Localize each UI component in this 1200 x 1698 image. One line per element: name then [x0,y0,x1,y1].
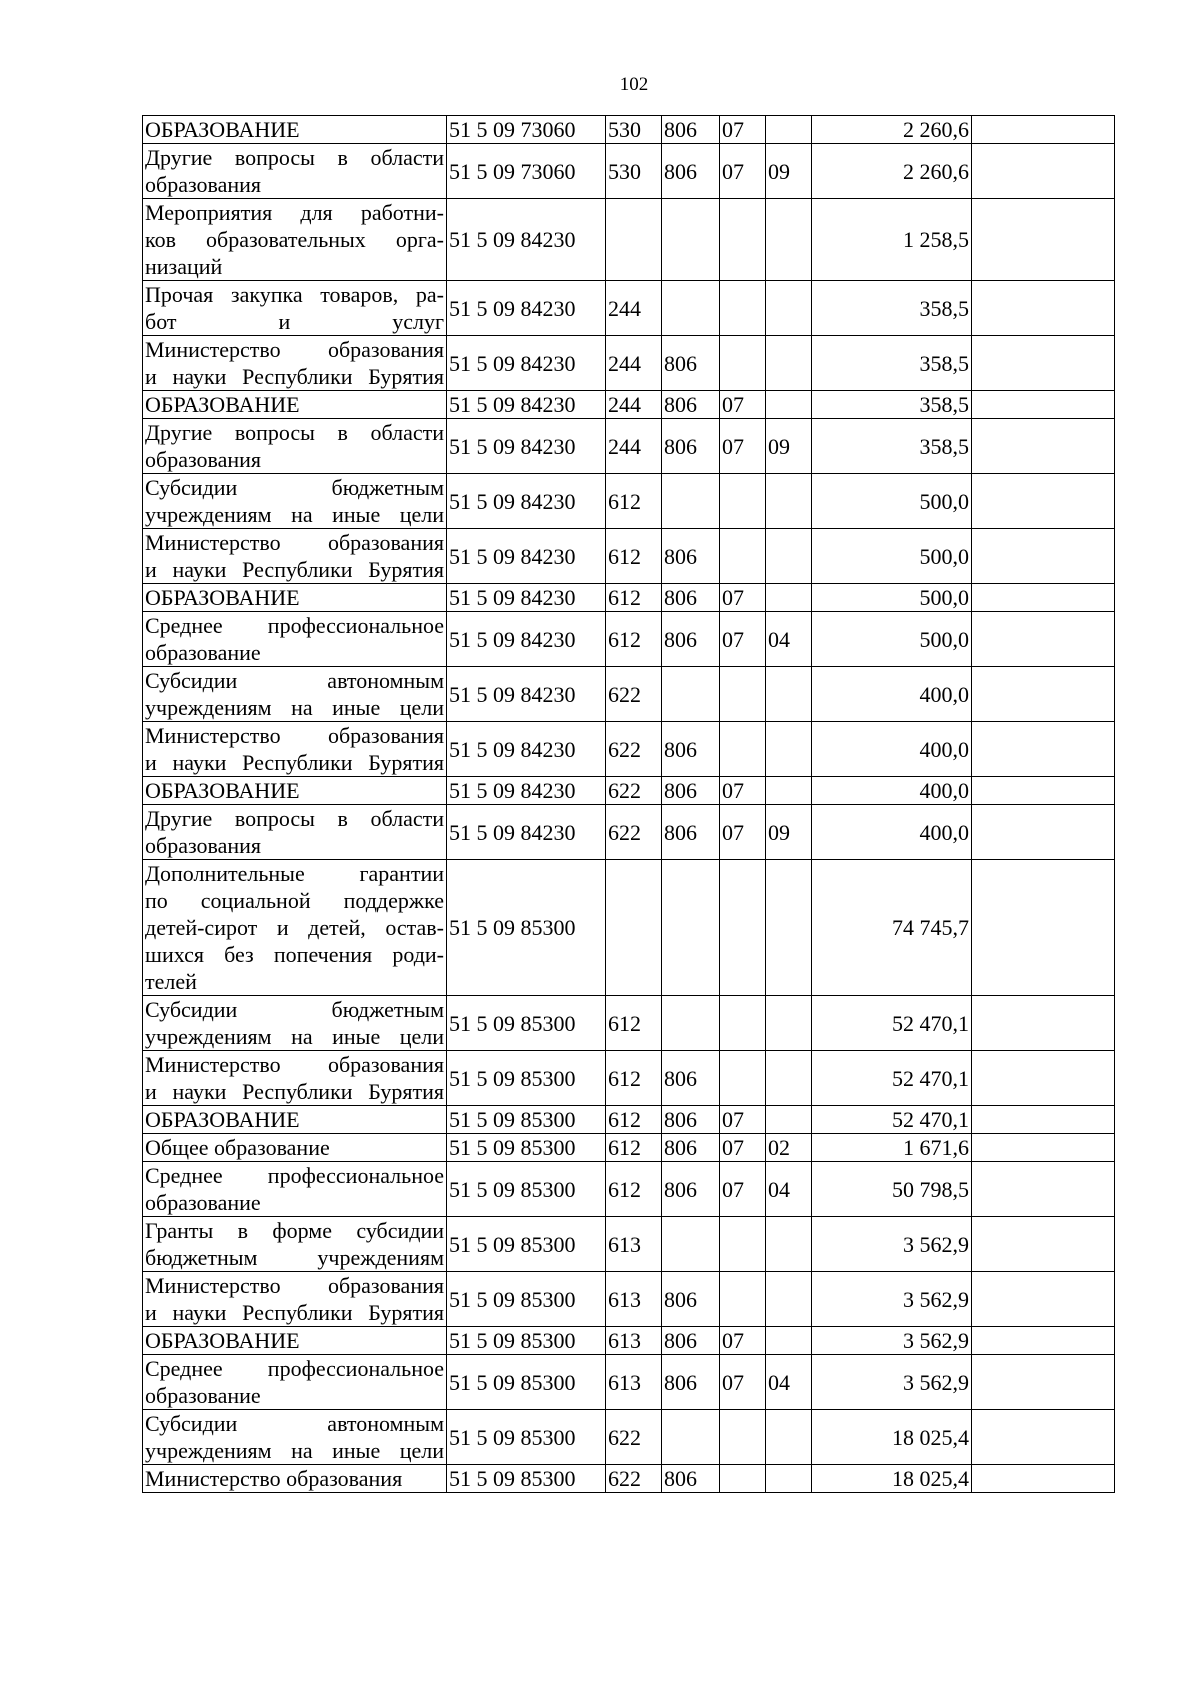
subsection-cell [766,391,812,419]
expense-type-cell: 612 [606,1134,662,1162]
row-name-line: Другие вопросы в области [145,806,444,831]
ministry-code-cell [662,474,720,529]
subsection-cell: 09 [766,419,812,474]
empty-cell [972,1355,1115,1410]
amount-cell: 400,0 [812,667,972,722]
target-code-cell: 51 5 09 85300 [447,1106,606,1134]
row-name-line: образование [145,1190,261,1215]
table-row [143,281,1115,336]
row-name-line: Гранты в форме субсидии [145,1218,444,1243]
target-code-cell: 51 5 09 73060 [447,116,606,144]
row-name [143,777,447,805]
row-name-line: бот и услуг [145,309,444,334]
row-name [143,1162,447,1217]
row-name-line: учреждениям на иные цели [145,1024,444,1049]
row-name-line: Среднее профессиональное [145,1356,444,1381]
target-code-cell: 51 5 09 84230 [447,722,606,777]
target-code-cell: 51 5 09 84230 [447,529,606,584]
row-name-line: ков образовательных орга- [145,227,444,252]
ministry-code-cell: 806 [662,144,720,199]
amount-cell: 358,5 [812,336,972,391]
target-code-cell: 51 5 09 85300 [447,996,606,1051]
ministry-code-cell: 806 [662,1134,720,1162]
empty-cell [972,584,1115,612]
target-code-cell: 51 5 09 84230 [447,667,606,722]
expense-type-cell: 612 [606,474,662,529]
amount-cell: 52 470,1 [812,1051,972,1106]
row-name [143,1272,447,1327]
subsection-cell: 04 [766,1162,812,1217]
ministry-code-cell: 806 [662,336,720,391]
amount-cell: 500,0 [812,529,972,584]
target-code-cell: 51 5 09 85300 [447,1355,606,1410]
section-cell: 07 [720,1327,766,1355]
empty-cell [972,1410,1115,1465]
expense-type-cell: 622 [606,1465,662,1493]
row-name [143,1355,447,1410]
expense-type-cell: 612 [606,584,662,612]
table-row [143,391,1115,419]
ministry-code-cell: 806 [662,1327,720,1355]
table-row [143,474,1115,529]
subsection-cell [766,860,812,996]
row-name [143,419,447,474]
row-name-line: образования [145,172,262,197]
table-row [143,612,1115,667]
row-name-line: Министерство образования [145,530,444,555]
empty-cell [972,667,1115,722]
expense-type-cell: 612 [606,1051,662,1106]
table-row [143,1162,1115,1217]
row-name-line: образования [145,447,262,472]
section-cell [720,1272,766,1327]
row-name-line: ОБРАЗОВАНИЕ [145,1107,300,1132]
row-name [143,996,447,1051]
row-name [143,336,447,391]
subsection-cell [766,996,812,1051]
table-row [143,1410,1115,1465]
target-code-cell: 51 5 09 84230 [447,805,606,860]
amount-cell: 500,0 [812,474,972,529]
empty-cell [972,144,1115,199]
expense-type-cell: 612 [606,1162,662,1217]
ministry-code-cell: 806 [662,116,720,144]
section-cell: 07 [720,144,766,199]
amount-cell: 18 025,4 [812,1465,972,1493]
row-name-line: бюджетным учреждениям [145,1245,444,1270]
subsection-cell [766,116,812,144]
section-cell [720,860,766,996]
section-cell [720,474,766,529]
target-code-cell: 51 5 09 85300 [447,1051,606,1106]
ministry-code-cell [662,1410,720,1465]
row-name-line: Дополнительные гарантии [145,861,444,886]
target-code-cell: 51 5 09 84230 [447,777,606,805]
row-name-line: Прочая закупка товаров, ра- [145,282,444,307]
row-name [143,1465,447,1493]
empty-cell [972,996,1115,1051]
expense-type-cell: 612 [606,612,662,667]
amount-cell: 3 562,9 [812,1272,972,1327]
row-name-line: учреждениям на иные цели [145,695,444,720]
subsection-cell [766,1272,812,1327]
ministry-code-cell [662,281,720,336]
expense-type-cell: 613 [606,1327,662,1355]
row-name-line: Субсидии бюджетным [145,475,444,500]
row-name-line: Министерство образования [145,1466,403,1491]
ministry-code-cell: 806 [662,805,720,860]
row-name [143,1134,447,1162]
subsection-cell [766,199,812,281]
table-row [143,777,1115,805]
amount-cell: 500,0 [812,612,972,667]
ministry-code-cell [662,199,720,281]
amount-cell: 52 470,1 [812,1106,972,1134]
table-row [143,1355,1115,1410]
amount-cell: 18 025,4 [812,1410,972,1465]
section-cell: 07 [720,116,766,144]
row-name-line: и науки Республики Бурятия [145,364,444,389]
subsection-cell [766,336,812,391]
row-name-line: учреждениям на иные цели [145,1438,444,1463]
expense-type-cell: 622 [606,667,662,722]
section-cell [720,1051,766,1106]
section-cell: 07 [720,612,766,667]
row-name-line: шихся без попечения роди- [145,942,444,967]
subsection-cell [766,777,812,805]
amount-cell: 400,0 [812,805,972,860]
amount-cell: 2 260,6 [812,144,972,199]
empty-cell [972,199,1115,281]
target-code-cell: 51 5 09 85300 [447,1272,606,1327]
empty-cell [972,1051,1115,1106]
row-name-line: Другие вопросы в области [145,145,444,170]
table-row [143,1051,1115,1106]
empty-cell [972,1272,1115,1327]
row-name-line: детей-сирот и детей, остав- [145,915,444,940]
ministry-code-cell: 806 [662,1272,720,1327]
row-name-line: Министерство образования [145,723,444,748]
empty-cell [972,860,1115,996]
row-name-line: ОБРАЗОВАНИЕ [145,117,300,142]
table-row [143,996,1115,1051]
target-code-cell: 51 5 09 85300 [447,1410,606,1465]
empty-cell [972,612,1115,667]
row-name-line: Министерство образования [145,337,444,362]
subsection-cell [766,1217,812,1272]
row-name [143,805,447,860]
empty-cell [972,805,1115,860]
target-code-cell: 51 5 09 85300 [447,1217,606,1272]
subsection-cell [766,667,812,722]
amount-cell: 500,0 [812,584,972,612]
subsection-cell [766,1051,812,1106]
row-name [143,1217,447,1272]
row-name [143,1327,447,1355]
row-name-line: и науки Республики Бурятия [145,750,444,775]
expense-type-cell: 613 [606,1355,662,1410]
row-name-line: образования [145,833,262,858]
empty-cell [972,1217,1115,1272]
subsection-cell [766,529,812,584]
row-name-line: Министерство образования [145,1052,444,1077]
row-name-line: ОБРАЗОВАНИЕ [145,778,300,803]
expense-type-cell: 612 [606,1106,662,1134]
row-name [143,529,447,584]
empty-cell [972,1106,1115,1134]
target-code-cell: 51 5 09 84230 [447,199,606,281]
ministry-code-cell: 806 [662,1355,720,1410]
ministry-code-cell: 806 [662,1162,720,1217]
empty-cell [972,474,1115,529]
empty-cell [972,281,1115,336]
target-code-cell: 51 5 09 84230 [447,612,606,667]
row-name [143,584,447,612]
row-name-line: низаций [145,254,223,279]
row-name [143,199,447,281]
section-cell [720,667,766,722]
table-row [143,722,1115,777]
expense-type-cell: 244 [606,281,662,336]
subsection-cell [766,722,812,777]
amount-cell: 2 260,6 [812,116,972,144]
empty-cell [972,391,1115,419]
subsection-cell [766,1410,812,1465]
section-cell: 07 [720,1134,766,1162]
subsection-cell [766,474,812,529]
empty-cell [972,419,1115,474]
row-name-line: телей [145,969,197,994]
table-row [143,1217,1115,1272]
empty-cell [972,1465,1115,1493]
expense-type-cell: 622 [606,1410,662,1465]
row-name-line: образование [145,1383,261,1408]
amount-cell: 358,5 [812,281,972,336]
expense-type-cell [606,860,662,996]
ministry-code-cell: 806 [662,529,720,584]
row-name-line: Среднее профессиональное [145,1163,444,1188]
table-row [143,1272,1115,1327]
ministry-code-cell [662,667,720,722]
amount-cell: 1 258,5 [812,199,972,281]
target-code-cell: 51 5 09 84230 [447,281,606,336]
table-row [143,1327,1115,1355]
amount-cell: 358,5 [812,419,972,474]
row-name [143,860,447,996]
table-body [143,116,1115,1493]
amount-cell: 1 671,6 [812,1134,972,1162]
subsection-cell [766,281,812,336]
row-name-line: Министерство образования [145,1273,444,1298]
section-cell: 07 [720,777,766,805]
amount-cell: 50 798,5 [812,1162,972,1217]
row-name-line: и науки Республики Бурятия [145,1300,444,1325]
section-cell: 07 [720,1162,766,1217]
expense-type-cell: 622 [606,805,662,860]
section-cell [720,199,766,281]
target-code-cell: 51 5 09 85300 [447,1162,606,1217]
ministry-code-cell [662,860,720,996]
table-row [143,805,1115,860]
section-cell [720,336,766,391]
table-row [143,144,1115,199]
row-name [143,1410,447,1465]
table-row [143,529,1115,584]
expense-type-cell: 530 [606,116,662,144]
target-code-cell: 51 5 09 84230 [447,391,606,419]
empty-cell [972,1134,1115,1162]
ministry-code-cell: 806 [662,1465,720,1493]
row-name-line: образование [145,640,261,665]
expense-type-cell: 613 [606,1272,662,1327]
ministry-code-cell: 806 [662,1106,720,1134]
empty-cell [972,529,1115,584]
amount-cell: 400,0 [812,777,972,805]
amount-cell: 358,5 [812,391,972,419]
empty-cell [972,1162,1115,1217]
table-row [143,116,1115,144]
target-code-cell: 51 5 09 73060 [447,144,606,199]
subsection-cell [766,1106,812,1134]
expense-type-cell: 622 [606,777,662,805]
empty-cell [972,336,1115,391]
table-row [143,336,1115,391]
expense-type-cell: 530 [606,144,662,199]
row-name-line: Субсидии автономным [145,668,444,693]
section-cell: 07 [720,1106,766,1134]
table-row [143,860,1115,996]
amount-cell: 400,0 [812,722,972,777]
row-name [143,474,447,529]
row-name [143,281,447,336]
ministry-code-cell: 806 [662,1051,720,1106]
empty-cell [972,116,1115,144]
target-code-cell: 51 5 09 85300 [447,860,606,996]
section-cell: 07 [720,391,766,419]
subsection-cell: 09 [766,805,812,860]
table-row [143,199,1115,281]
budget-table [142,115,1115,1493]
amount-cell: 3 562,9 [812,1355,972,1410]
table-row [143,419,1115,474]
row-name-line: Субсидии автономным [145,1411,444,1436]
subsection-cell: 04 [766,1355,812,1410]
expense-type-cell: 612 [606,996,662,1051]
table-row [143,1106,1115,1134]
row-name [143,1051,447,1106]
row-name-line: ОБРАЗОВАНИЕ [145,585,300,610]
target-code-cell: 51 5 09 84230 [447,584,606,612]
section-cell [720,722,766,777]
row-name-line: Общее образование [145,1135,330,1160]
ministry-code-cell: 806 [662,391,720,419]
section-cell [720,281,766,336]
row-name [143,612,447,667]
section-cell [720,1217,766,1272]
table-row [143,667,1115,722]
ministry-code-cell [662,1217,720,1272]
table-row [143,1134,1115,1162]
row-name [143,722,447,777]
row-name-line: Мероприятия для работни- [145,200,444,225]
section-cell: 07 [720,805,766,860]
ministry-code-cell [662,996,720,1051]
row-name-line: Среднее профессиональное [145,613,444,638]
ministry-code-cell: 806 [662,584,720,612]
row-name [143,667,447,722]
section-cell [720,529,766,584]
row-name-line: учреждениям на иные цели [145,502,444,527]
page-number: 102 [619,74,649,95]
amount-cell: 52 470,1 [812,996,972,1051]
subsection-cell [766,1327,812,1355]
ministry-code-cell: 806 [662,722,720,777]
row-name-line: и науки Республики Бурятия [145,1079,444,1104]
amount-cell: 74 745,7 [812,860,972,996]
expense-type-cell: 613 [606,1217,662,1272]
row-name-line: Другие вопросы в области [145,420,444,445]
subsection-cell: 04 [766,612,812,667]
expense-type-cell: 244 [606,419,662,474]
row-name [143,391,447,419]
row-name-line: ОБРАЗОВАНИЕ [145,1328,300,1353]
empty-cell [972,777,1115,805]
subsection-cell [766,1465,812,1493]
expense-type-cell: 244 [606,336,662,391]
section-cell [720,1465,766,1493]
expense-type-cell [606,199,662,281]
expense-type-cell: 612 [606,529,662,584]
section-cell: 07 [720,419,766,474]
row-name-line: ОБРАЗОВАНИЕ [145,392,300,417]
expense-type-cell: 244 [606,391,662,419]
row-name-line: и науки Республики Бурятия [145,557,444,582]
section-cell [720,996,766,1051]
row-name-line: Субсидии бюджетным [145,997,444,1022]
target-code-cell: 51 5 09 84230 [447,336,606,391]
section-cell: 07 [720,584,766,612]
row-name-line: по социальной поддержке [145,888,444,913]
empty-cell [972,1327,1115,1355]
subsection-cell: 02 [766,1134,812,1162]
section-cell [720,1410,766,1465]
subsection-cell [766,584,812,612]
ministry-code-cell: 806 [662,419,720,474]
table-row [143,1465,1115,1493]
ministry-code-cell: 806 [662,777,720,805]
target-code-cell: 51 5 09 85300 [447,1134,606,1162]
table-row [143,584,1115,612]
row-name [143,116,447,144]
target-code-cell: 51 5 09 85300 [447,1327,606,1355]
section-cell: 07 [720,1355,766,1410]
empty-cell [972,722,1115,777]
subsection-cell: 09 [766,144,812,199]
amount-cell: 3 562,9 [812,1217,972,1272]
target-code-cell: 51 5 09 84230 [447,419,606,474]
ministry-code-cell: 806 [662,612,720,667]
amount-cell: 3 562,9 [812,1327,972,1355]
expense-type-cell: 622 [606,722,662,777]
row-name [143,144,447,199]
row-name [143,1106,447,1134]
target-code-cell: 51 5 09 85300 [447,1465,606,1493]
target-code-cell: 51 5 09 84230 [447,474,606,529]
